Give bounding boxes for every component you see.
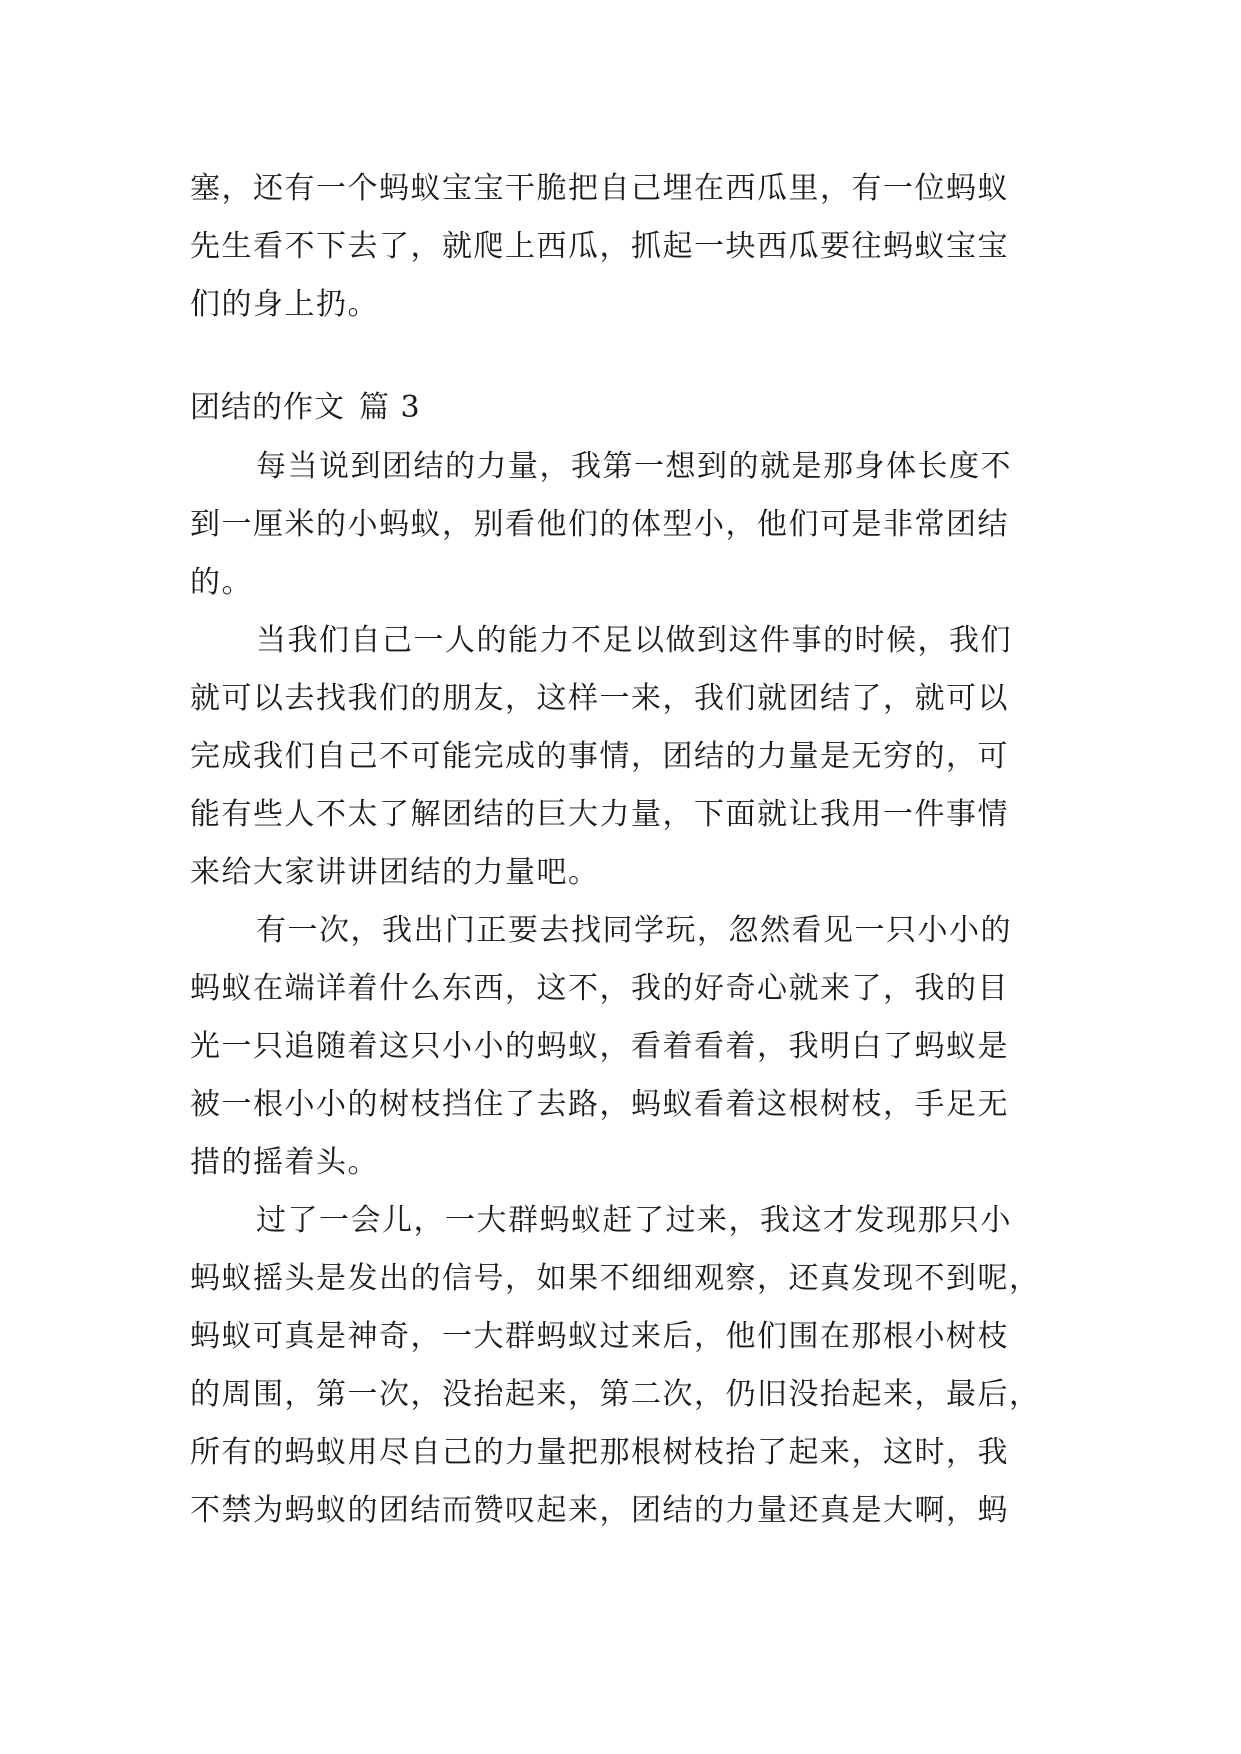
paragraph xyxy=(190,438,1052,612)
text-line: 到一厘米的小蚂蚁，别看他们的体型小，他们可是非常团结 xyxy=(190,507,1009,542)
text-line: 不禁为蚂蚁的团结而赞叹起来，团结的力量还真是大啊，蚂 xyxy=(190,1493,1009,1528)
section-number: 篇 3 xyxy=(359,390,421,425)
document-body xyxy=(190,160,1052,1540)
text-line: 完成我们自己不可能完成的事情，团结的力量是无穷的，可 xyxy=(190,739,1009,774)
intro-paragraph xyxy=(190,160,1052,334)
text-line: 所有的蚂蚁用尽自己的力量把那根树枝抬了起来，这时，我 xyxy=(190,1435,1009,1470)
text-line: 能有些人不太了解团结的巨大力量，下面就让我用一件事情 xyxy=(190,797,1009,832)
section-title-line xyxy=(190,378,1052,438)
paragraph xyxy=(190,1192,1052,1540)
text-line: 当我们自己一人的能力不足以做到这件事的时候，我们 xyxy=(256,623,1012,658)
paragraph xyxy=(190,902,1052,1192)
text-line: 过了一会儿，一大群蚂蚁赶了过来，我这才发现那只小 xyxy=(256,1203,1012,1238)
text-line: 蚂蚁在端详着什么东西，这不，我的好奇心就来了，我的目 xyxy=(190,971,1009,1006)
text-line: 来给大家讲讲团结的力量吧。 xyxy=(190,855,600,890)
text-line: 就可以去找我们的朋友，这样一来，我们就团结了，就可以 xyxy=(190,681,1009,716)
paragraph xyxy=(190,612,1052,902)
section-title: 团结的作文 xyxy=(190,390,345,425)
text-line: 的周围，第一次，没抬起来，第二次，仍旧没抬起来，最后， xyxy=(190,1377,1041,1412)
text-line: 蚂蚁可真是神奇，一大群蚂蚁过来后，他们围在那根小树枝 xyxy=(190,1319,1009,1354)
text-line: 光一只追随着这只小小的蚂蚁，看着看着，我明白了蚂蚁是 xyxy=(190,1029,1009,1064)
text-line: 每当说到团结的力量，我第一想到的就是那身体长度不 xyxy=(256,449,1012,484)
text-line: 们的身上扔。 xyxy=(190,287,379,322)
text-line: 有一次，我出门正要去找同学玩，忽然看见一只小小的 xyxy=(256,913,1012,948)
text-line: 先生看不下去了，就爬上西瓜，抓起一块西瓜要往蚂蚁宝宝 xyxy=(190,229,1009,264)
text-line: 蚂蚁摇头是发出的信号，如果不细细观察，还真发现不到呢， xyxy=(190,1261,1041,1296)
section-heading xyxy=(190,378,1052,438)
text-line: 被一根小小的树枝挡住了去路，蚂蚁看着这根树枝，手足无 xyxy=(190,1087,1009,1122)
text-line: 的。 xyxy=(190,565,253,600)
text-line: 塞，还有一个蚂蚁宝宝干脆把自己埋在西瓜里，有一位蚂蚁 xyxy=(190,171,1009,206)
text-line: 措的摇着头。 xyxy=(190,1145,379,1180)
